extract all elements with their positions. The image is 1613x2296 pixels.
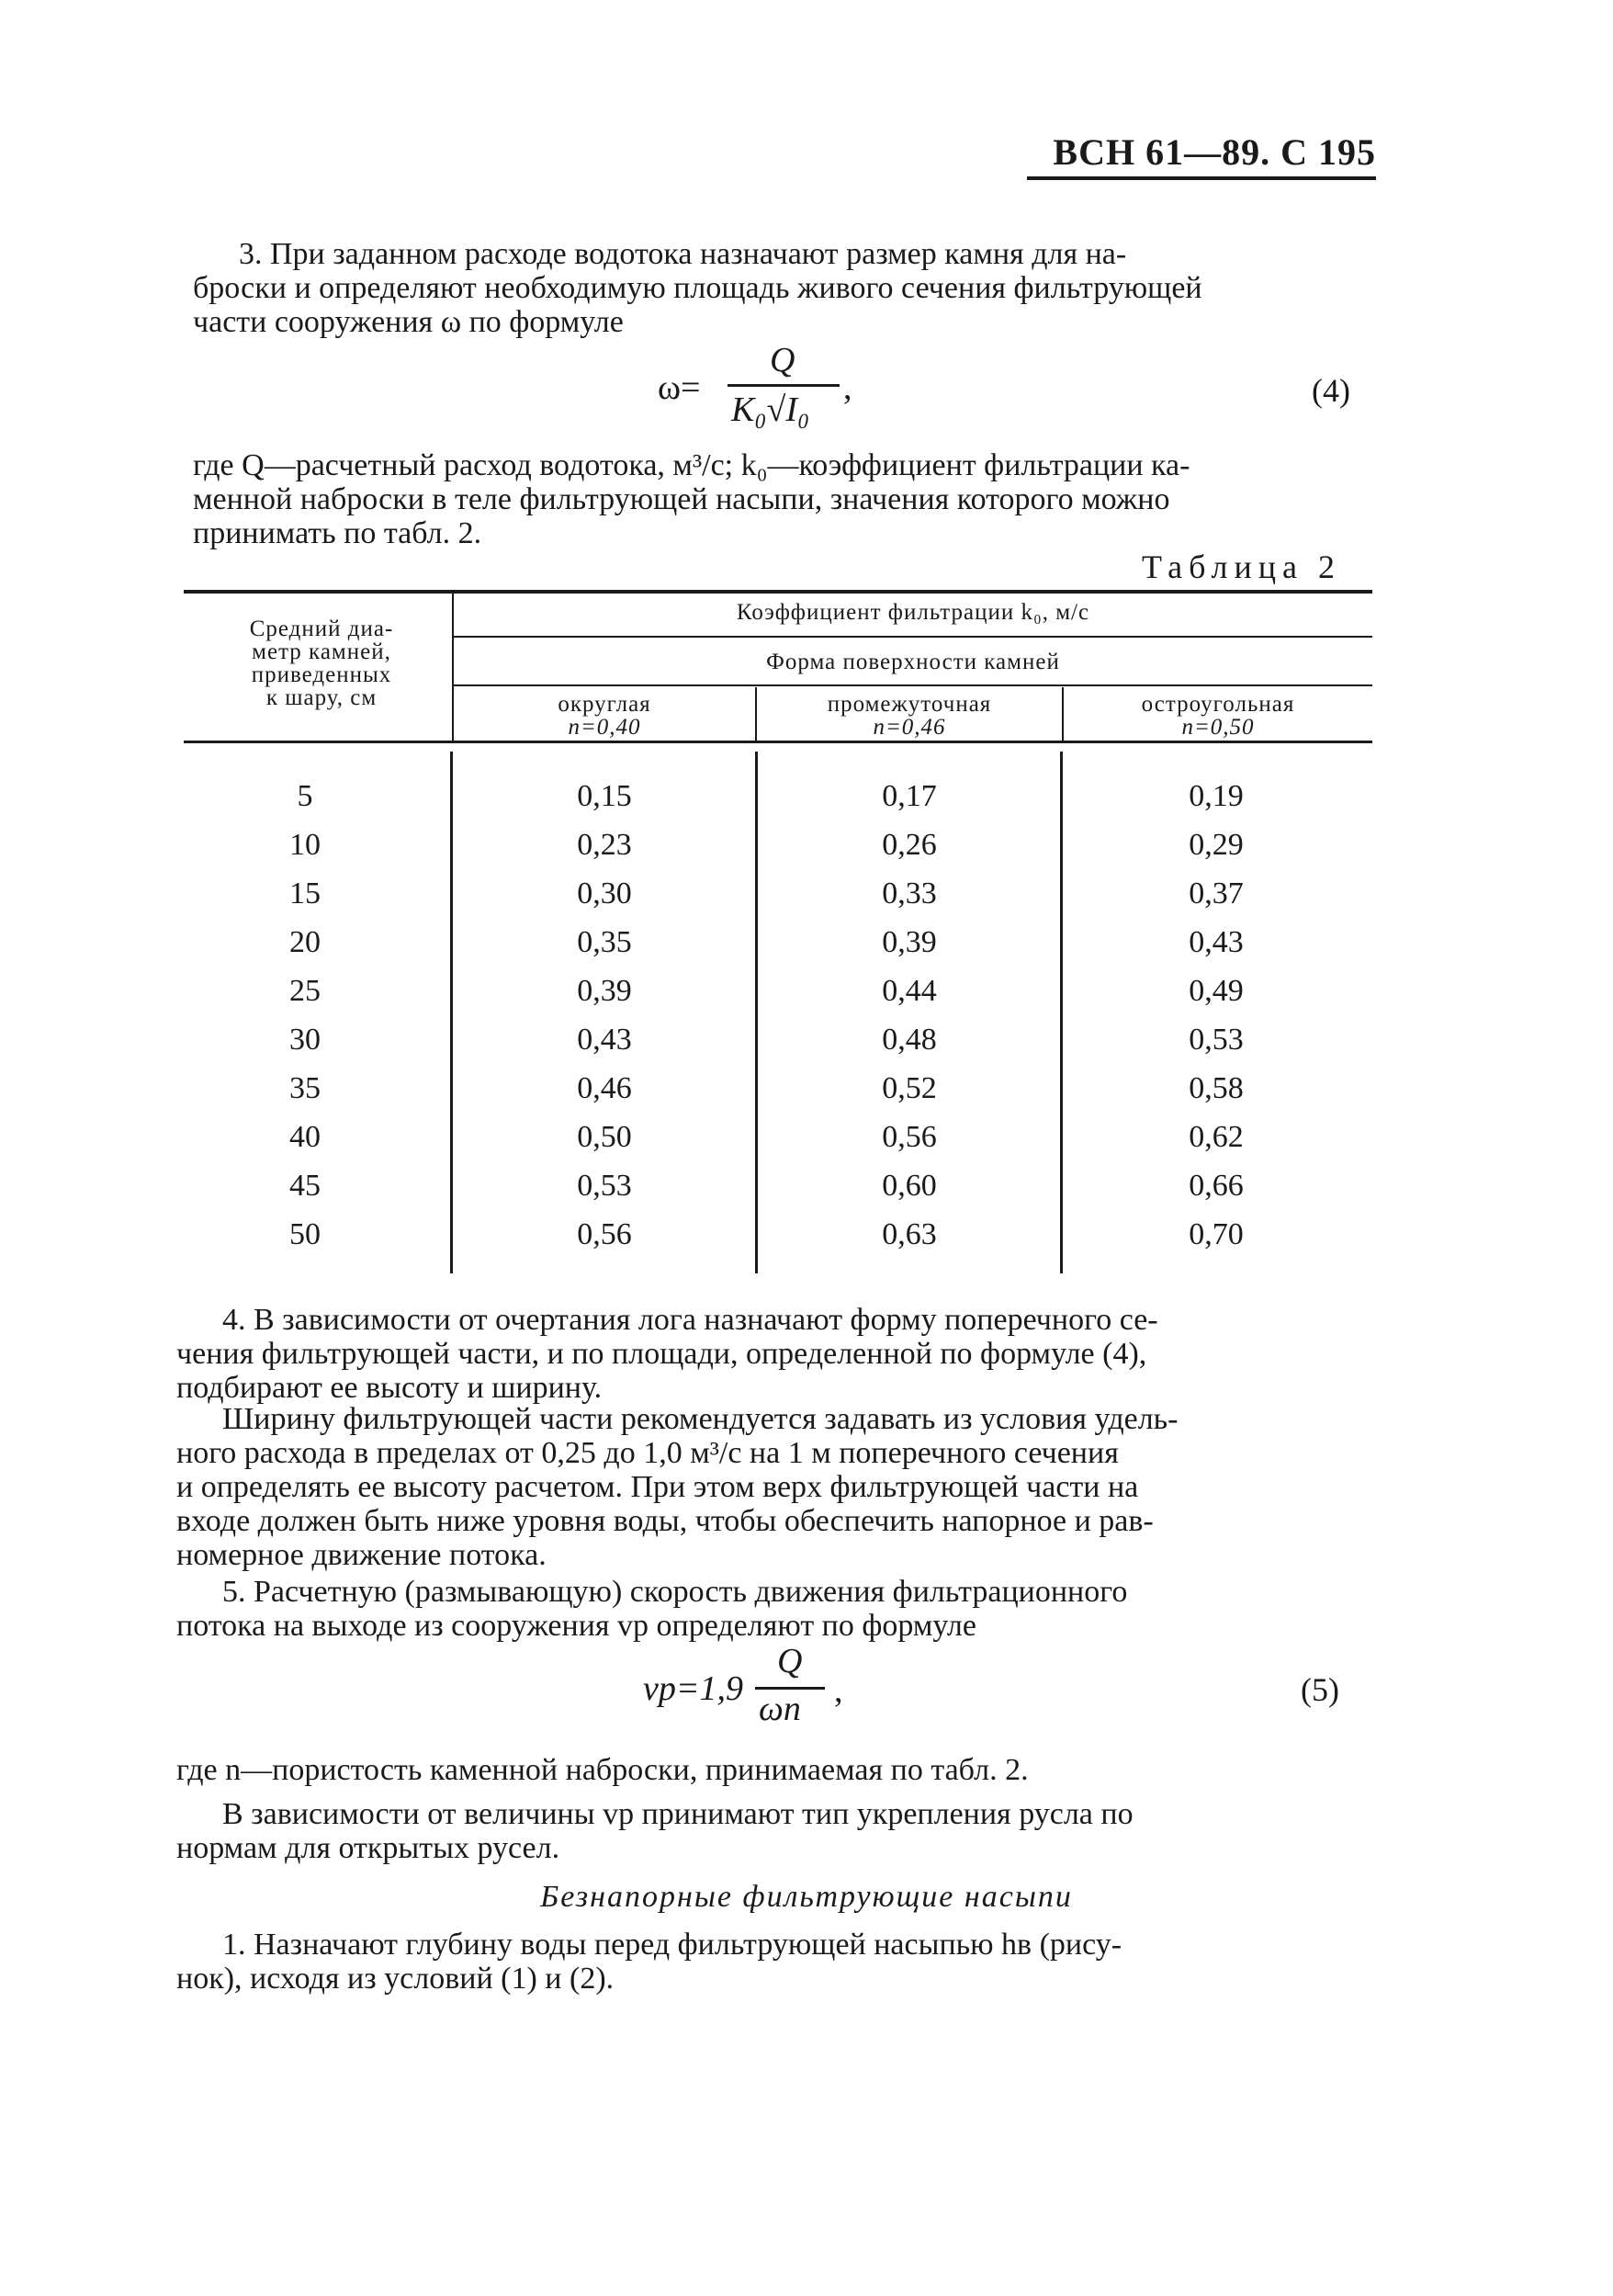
column-header-sharp bbox=[1064, 693, 1372, 739]
table-cell-value: 0,15 bbox=[577, 779, 632, 813]
paragraph-line: 4. В зависимости от очертания лога назначают форму поперечного се- bbox=[222, 1303, 1158, 1337]
paragraph-line: части сооружения ω по формуле bbox=[193, 305, 624, 339]
paragraph-line: менной наброски в теле фильтрующей насыпи, значения которого можно bbox=[193, 482, 1170, 516]
paragraph-porosity bbox=[176, 1753, 1365, 1787]
table-cell-diameter: 50 bbox=[289, 1217, 321, 1251]
table-cell-value: 0,30 bbox=[577, 877, 632, 910]
table-cell-value: 0,35 bbox=[577, 925, 632, 959]
paragraph-line: потока на выходе из сооружения vр определяют по формуле bbox=[176, 1609, 976, 1643]
paragraph-line: подбирают ее высоту и ширину. bbox=[176, 1371, 603, 1405]
paragraph-velocity bbox=[176, 1797, 1365, 1865]
table-cell-value: 0,63 bbox=[882, 1217, 937, 1251]
table-cell-value: 0,58 bbox=[1189, 1071, 1244, 1105]
column-name: округлая bbox=[558, 692, 651, 717]
column-porosity: n=0,50 bbox=[1181, 715, 1255, 740]
table-cell-value: 0,39 bbox=[577, 974, 632, 1008]
body-divider bbox=[1060, 752, 1063, 1273]
formula-comma: , bbox=[843, 368, 852, 407]
formula-lhs: vр=1,9 bbox=[643, 1669, 744, 1708]
table-cell-value: 0,49 bbox=[1189, 974, 1244, 1008]
paragraph-line: В зависимости от величины vр принимают тип укрепления русла по bbox=[222, 1797, 1134, 1831]
table-cell-value: 0,39 bbox=[882, 925, 937, 959]
table-cell-value: 0,23 bbox=[577, 828, 632, 862]
formula-denominator: ωn bbox=[759, 1690, 801, 1728]
paragraph-line: 1. Назначают глубину воды перед фильтрующей насыпью hв (рису- bbox=[222, 1928, 1122, 1962]
column-porosity: n=0,46 bbox=[873, 715, 946, 740]
table-cell-value: 0,43 bbox=[1189, 925, 1244, 959]
table-cell-value: 0,53 bbox=[577, 1169, 632, 1203]
table-cell-diameter: 40 bbox=[289, 1120, 321, 1154]
body-divider bbox=[450, 752, 453, 1273]
table-cell-value: 0,26 bbox=[882, 828, 937, 862]
subgroup-header-rule bbox=[454, 684, 1372, 686]
stub-header-line: Средний диа- bbox=[249, 616, 394, 641]
paragraph-line: нок), исходя из условий (1) и (2). bbox=[176, 1962, 615, 1996]
stub-header-line: к шару, см bbox=[265, 685, 378, 710]
table-title: Таблица 2 bbox=[1142, 549, 1341, 585]
table-cell-value: 0,17 bbox=[882, 779, 937, 813]
paragraph-width bbox=[176, 1402, 1365, 1572]
table-cell-value: 0,70 bbox=[1189, 1217, 1244, 1251]
table-cell-value: 0,44 bbox=[882, 974, 937, 1008]
paragraph-line: ного расхода в пределах от 0,25 до 1,0 м³/с на 1 м поперечного сечения bbox=[176, 1436, 1119, 1470]
table-cell-diameter: 20 bbox=[289, 925, 321, 959]
paragraph-where-q bbox=[193, 448, 1378, 550]
column-header-rounded bbox=[454, 693, 755, 739]
table-cell-value: 0,66 bbox=[1189, 1169, 1244, 1203]
paragraph-4 bbox=[176, 1303, 1365, 1405]
table-cell-value: 0,56 bbox=[882, 1120, 937, 1154]
paragraph-line: 3. При заданном расходе водотока назначают размер камня для на- bbox=[239, 237, 1127, 271]
table-cell-diameter: 25 bbox=[289, 974, 321, 1008]
table-cell-value: 0,56 bbox=[577, 1217, 632, 1251]
table-cell-value: 0,43 bbox=[577, 1023, 632, 1057]
table-cell-diameter: 45 bbox=[289, 1169, 321, 1203]
formula-numerator: Q bbox=[777, 1642, 803, 1680]
formula-lhs: ω= bbox=[658, 368, 701, 407]
paragraph-5 bbox=[176, 1575, 1365, 1643]
paragraph-section-1 bbox=[176, 1928, 1365, 1996]
section-title: Безнапорные фильтрующие насыпи bbox=[540, 1880, 1073, 1914]
table-cell-diameter: 10 bbox=[289, 828, 321, 862]
paragraph-line: и определять ее высоту расчетом. При этом верх фильтрующей части на bbox=[176, 1470, 1139, 1504]
paragraph-line: входе должен быть ниже уровня воды, чтобы обеспечить напорное и рав- bbox=[176, 1504, 1154, 1538]
table-cell-diameter: 15 bbox=[289, 877, 321, 910]
table-cell-value: 0,48 bbox=[882, 1023, 937, 1057]
column-porosity: n=0,40 bbox=[568, 715, 641, 740]
paragraph-3 bbox=[193, 237, 1378, 339]
table-header-bottom-rule bbox=[184, 741, 1372, 743]
column-name: остроугольная bbox=[1141, 692, 1295, 717]
fraction-bar bbox=[728, 384, 840, 387]
stub-header-line: метр камней, bbox=[252, 639, 391, 664]
stub-header bbox=[193, 617, 450, 709]
paragraph-line: где n—пористость каменной наброски, принимаемая по табл. 2. bbox=[176, 1753, 1029, 1787]
paragraph-line: 5. Расчетную (размывающую) скорость движения фильтрационного bbox=[222, 1575, 1128, 1609]
table-cell-value: 0,33 bbox=[882, 877, 937, 910]
body-divider bbox=[755, 752, 758, 1273]
table-cell-diameter: 30 bbox=[289, 1023, 321, 1057]
stub-header-line: приведенных bbox=[251, 662, 392, 687]
page-header: ВСН 61—89. С 195 bbox=[1053, 131, 1376, 173]
table-cell-diameter: 35 bbox=[289, 1071, 321, 1105]
equation-number: (4) bbox=[1312, 372, 1350, 409]
formula-denominator: K₀√I₀ bbox=[731, 390, 810, 429]
paragraph-line: броски и определяют необходимую площадь живого сечения фильтрующей bbox=[193, 271, 1202, 305]
equation-number: (5) bbox=[1301, 1671, 1339, 1708]
formula-comma: , bbox=[834, 1671, 843, 1710]
table-top-rule bbox=[184, 590, 1372, 594]
subgroup-header: Форма поверхности камней bbox=[766, 650, 1060, 674]
table-cell-value: 0,46 bbox=[577, 1071, 632, 1105]
table-cell-value: 0,62 bbox=[1189, 1120, 1244, 1154]
table-cell-value: 0,60 bbox=[882, 1169, 937, 1203]
paragraph-line: Ширину фильтрующей части рекомендуется задавать из условия удель- bbox=[222, 1402, 1179, 1436]
formula-numerator: Q bbox=[770, 341, 795, 379]
header-rule bbox=[1027, 176, 1376, 180]
table-cell-value: 0,37 bbox=[1189, 877, 1244, 910]
table-cell-value: 0,53 bbox=[1189, 1023, 1244, 1057]
table-cell-value: 0,52 bbox=[882, 1071, 937, 1105]
paragraph-line: чения фильтрующей части, и по площади, определенной по формуле (4), bbox=[176, 1337, 1147, 1371]
paragraph-line: принимать по табл. 2. bbox=[193, 516, 482, 550]
column-header-intermediate bbox=[757, 693, 1062, 739]
paragraph-line: нормам для открытых русел. bbox=[176, 1831, 560, 1865]
paragraph-line: номерное движение потока. bbox=[176, 1538, 547, 1572]
table-cell-value: 0,19 bbox=[1189, 779, 1244, 813]
paragraph-line: где Q—расчетный расход водотока, м³/с; k₀—коэффициент фильтрации ка- bbox=[193, 448, 1190, 482]
column-name: промежуточная bbox=[827, 692, 992, 717]
table-cell-value: 0,50 bbox=[577, 1120, 632, 1154]
group-header-rule bbox=[454, 636, 1372, 638]
table-cell-value: 0,29 bbox=[1189, 828, 1244, 862]
group-header: Коэффициент фильтрации k₀, м/с bbox=[736, 600, 1090, 625]
table-cell-diameter: 5 bbox=[297, 779, 313, 813]
